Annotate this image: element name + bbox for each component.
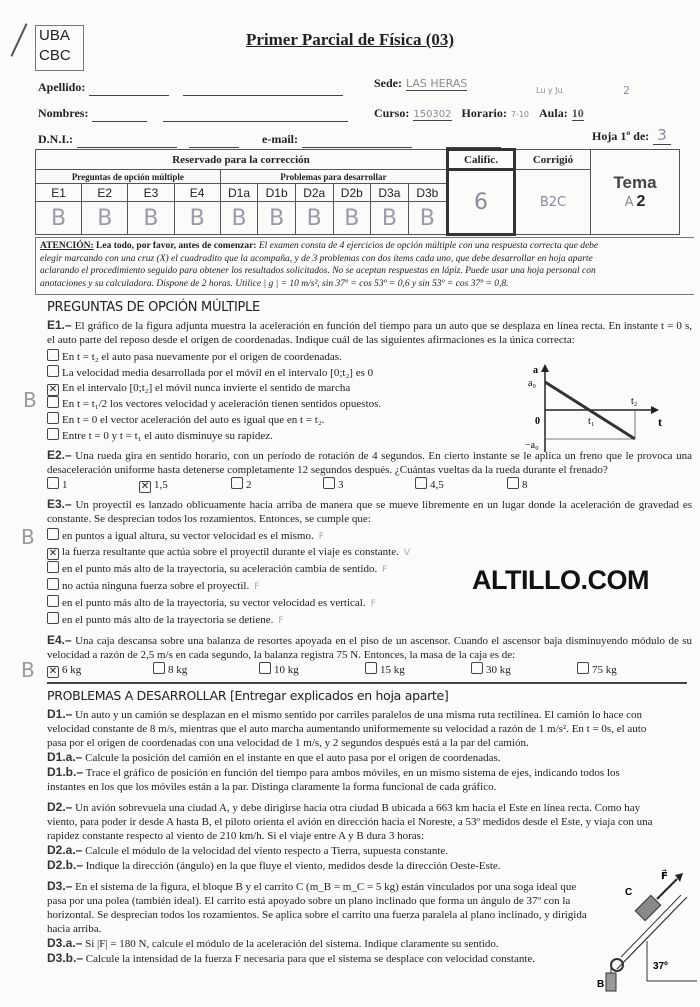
attention-lead: Lea todo, por favor, antes de comenzar: xyxy=(96,241,257,251)
column-d3b: D3b xyxy=(408,184,447,202)
sede-value: LAS HERAS xyxy=(406,77,468,90)
mark-e1: B xyxy=(36,202,82,235)
question-e3 xyxy=(21,497,693,629)
item-number: D1.b.– xyxy=(47,765,84,779)
question-number: E3.– xyxy=(47,497,72,511)
problems-label: Problemas para desarrollar xyxy=(220,170,447,184)
curso-field[interactable] xyxy=(374,104,584,122)
option[interactable] xyxy=(47,663,153,678)
acceleration-graph xyxy=(525,364,675,454)
option[interactable] xyxy=(231,477,323,493)
mark-d2a: B xyxy=(295,202,333,235)
checkbox-icon[interactable] xyxy=(47,365,59,377)
option[interactable] xyxy=(47,381,507,396)
option-label: En t = 0 el vector aceleración del auto es igual que en t = t₂. xyxy=(62,414,325,426)
item-text: Si |F| = 180 N, calcule el módulo de la aceleración del sistema. Indique claramente su sentido. xyxy=(85,938,499,950)
attention-line: elegir marcando con una cruz (X) el cuadradito que la acompaña, y de 3 problemas con dos ítems cada uno, que debe desarrollar en hoja aparte xyxy=(40,253,593,264)
checkbox-icon[interactable] xyxy=(47,349,59,361)
checkbox-icon[interactable] xyxy=(47,477,59,489)
dni-label: D.N.I.: xyxy=(38,132,73,146)
problems-section-title: PROBLEMAS A DESARROLLAR [Entregar explicados en hoja aparte] xyxy=(47,688,449,703)
option[interactable] xyxy=(259,662,365,678)
checkbox-icon[interactable] xyxy=(259,662,271,674)
label-f: F⃗ xyxy=(661,871,668,882)
curso-label: Curso: xyxy=(374,106,410,120)
item-text: Trace el gráfico de posición en función del tiempo para ambos móviles, en un mismo sistema de ejes, indicando todos los xyxy=(85,767,620,779)
column-e2: E2 xyxy=(82,184,128,202)
grade-mark: F xyxy=(318,532,324,542)
option[interactable] xyxy=(47,612,462,629)
item-number: D3.b.– xyxy=(47,951,84,965)
dni-field[interactable] xyxy=(38,130,239,148)
checkbox-icon[interactable] xyxy=(47,412,59,424)
tema-label: Tema xyxy=(613,173,657,192)
problem-text: Un auto y un camión se desplazan en el mismo sentido por carriles paralelos de una misma ruta rectilínea. El camión lo hace con xyxy=(75,709,643,721)
reserved-label: Reservado para la corrección xyxy=(36,150,448,170)
checkbox-icon[interactable] xyxy=(47,396,59,408)
column-e3: E3 xyxy=(128,184,174,202)
option-label: 1 xyxy=(62,479,68,491)
question-text: El gráfico de la figura adjunta muestra la aceleración en función del tiempo para un auto que se desplaza en línea recta. En instante t = 0 s, el auto parte del reposo desde el origen de coordenadas. Indique cuál de las siguientes afirmaciones es la única correcta: xyxy=(47,320,692,346)
corrigio-label: Corrigió xyxy=(515,150,591,170)
checkbox-icon[interactable] xyxy=(47,595,59,607)
nombres-field[interactable] xyxy=(38,104,348,122)
checked-checkbox-icon[interactable]: ✕ xyxy=(140,481,150,492)
label-t2: t₂ xyxy=(631,396,638,407)
attention-line: aclarando el procedimiento seguido para obtener los resultados solicitados. No se aceptan respuestas en lápiz. Puede usar una hoja personal con xyxy=(40,266,596,276)
block-b-shape xyxy=(606,973,616,991)
handwritten-days: Lu y Ju xyxy=(536,86,563,95)
attention-label: ATENCIÓN: xyxy=(40,241,94,251)
margin-mark: B xyxy=(21,658,35,682)
question-e4 xyxy=(21,633,693,682)
option-label: 1,5 xyxy=(154,479,168,491)
option[interactable] xyxy=(47,578,462,595)
problem-d2 xyxy=(47,800,692,873)
horario-value: 7-10 xyxy=(510,110,530,119)
option-label: 10 kg xyxy=(274,664,299,676)
tema-number: 2 xyxy=(636,193,646,210)
label-b: B xyxy=(597,979,605,990)
option-label: 75 kg xyxy=(592,664,617,676)
x-axis-arrow xyxy=(651,406,659,414)
force-arrow xyxy=(657,879,677,899)
checkbox-icon[interactable] xyxy=(507,477,519,489)
problem-number: D2.– xyxy=(47,800,73,814)
apellido-label: Apellido: xyxy=(38,80,86,94)
apellido-field[interactable] xyxy=(38,78,343,96)
checkbox-icon[interactable] xyxy=(47,561,59,573)
option[interactable] xyxy=(47,477,139,493)
page-title xyxy=(0,30,700,50)
option[interactable] xyxy=(577,662,683,678)
option-label: en el punto más alto de la trayectoria, su aceleración cambia de sentido. xyxy=(62,563,378,575)
checkbox-icon[interactable] xyxy=(415,477,427,489)
option[interactable] xyxy=(323,477,415,493)
option-label: La velocidad media desarrollada por el móvil en el intervalo [0;t₂] es 0 xyxy=(62,367,374,379)
checked-checkbox-icon[interactable]: ✕ xyxy=(48,384,58,395)
exam-body xyxy=(21,300,693,990)
checkbox-icon[interactable] xyxy=(365,662,377,674)
option[interactable] xyxy=(47,561,462,578)
grade-value: 6 xyxy=(448,170,515,235)
mark-d3a: B xyxy=(371,202,409,235)
column-e4: E4 xyxy=(174,184,220,202)
problem-text: Un avión sobrevuela una ciudad A, y debe dirigirse hacia otra ciudad B ubicada a 663 km hacia el Este en línea recta. Como hay xyxy=(75,802,641,814)
incline-figure xyxy=(597,869,697,994)
option-label: 8 xyxy=(522,479,528,491)
question-number: E1.– xyxy=(47,318,72,332)
option[interactable] xyxy=(47,365,507,381)
item-number: D3.a.– xyxy=(47,936,83,950)
nombres-label: Nombres: xyxy=(38,106,89,120)
option-label: no actúa ninguna fuerza sobre el proyectil. xyxy=(62,580,250,592)
tema-cell xyxy=(591,150,680,235)
option[interactable] xyxy=(47,428,507,444)
item-number: D2.a.– xyxy=(47,843,83,857)
mark-e2: B xyxy=(82,202,128,235)
option[interactable] xyxy=(471,662,577,678)
item-number: D2.b.– xyxy=(47,858,84,872)
option[interactable] xyxy=(47,396,507,412)
question-number: E2.– xyxy=(47,448,72,462)
logo-line-uba: UBA xyxy=(39,27,70,44)
problem-text: viento, para poder ir desde A hasta B, el piloto orienta el avión en dirección hacia el Noreste, a 53º medidos desde el Este, y viaja con una xyxy=(47,816,653,828)
option-label: la fuerza resultante que actúa sobre el proyectil durante el viaje es constante. xyxy=(62,546,399,558)
option[interactable] xyxy=(507,477,599,493)
problem-d1 xyxy=(47,707,692,794)
option-label: 6 kg xyxy=(62,664,82,676)
option[interactable] xyxy=(415,477,507,493)
y-axis-arrow xyxy=(541,364,549,372)
question-text: Un proyectil es lanzado oblicuamente hacia arriba de manera que se mueve libremente en un lugar donde la aceleración de gravedad es constante. Se desprecian todos los rozamientos. Entonces, se cumple que: xyxy=(47,499,693,525)
mark-e3: B xyxy=(128,202,174,235)
correction-table xyxy=(35,148,680,236)
item-number: D1.a.– xyxy=(47,750,83,764)
mc-label: Preguntas de opción múltiple xyxy=(36,170,221,184)
logo-line-cbc: CBC xyxy=(39,47,71,64)
option[interactable] xyxy=(47,412,507,428)
problem-text: la horizontal. Se desprecian todos los rozamientos. Se aplica sobre el carrito una fuerza paralela al plano inclinado, y xyxy=(47,895,571,921)
option[interactable] xyxy=(47,545,462,561)
aula-label: Aula: xyxy=(539,106,568,120)
option[interactable] xyxy=(47,528,462,545)
grade-mark: V xyxy=(403,548,411,558)
label-angle: 37º xyxy=(653,961,668,972)
option-label: 8 kg xyxy=(168,664,188,676)
grade-mark: F xyxy=(370,599,376,609)
label-a-axis: a xyxy=(533,365,538,376)
option[interactable] xyxy=(47,349,507,365)
problem-text: rapidez constante respecto al viento de 210 km/h. Si el viaje entre A y B dura 3 horas: xyxy=(47,830,424,842)
question-number: E4.– xyxy=(47,633,72,647)
handwritten-note: 2 xyxy=(623,84,630,97)
margin-mark: B xyxy=(23,388,37,412)
problem-d3 xyxy=(47,871,692,990)
option[interactable] xyxy=(365,662,471,678)
item-text: Calcule el módulo de la velocidad del viento respecto a Tierra, supuesta constante. xyxy=(85,845,449,857)
option[interactable] xyxy=(153,662,259,678)
option-label: En el intervalo [0;t₂] el móvil nunca invierte el sentido de marcha xyxy=(62,382,351,394)
hoja-value: 3 xyxy=(653,126,671,145)
column-d1b: D1b xyxy=(258,184,296,202)
option-label: En t = t₂ el auto pasa nuevamente por el origen de coordenadas. xyxy=(62,351,342,363)
column-e1: E1 xyxy=(36,184,82,202)
sede-field[interactable] xyxy=(374,74,467,92)
email-field[interactable] xyxy=(262,130,501,148)
label-neg-a0: −a₀ xyxy=(525,440,539,451)
column-d3a: D3a xyxy=(371,184,409,202)
mark-d2b: B xyxy=(333,202,371,235)
grade-mark: F xyxy=(278,616,284,626)
option[interactable] xyxy=(139,478,231,493)
hoja-label: Hoja 1º de: xyxy=(592,129,650,143)
problem-text: velocidad constante de 8 m/s, mientras que el auto marcha aumentando uniformemente su velocidad a razón de 1 m/s². En t = 0s, el auto xyxy=(47,723,647,735)
option-label: en el punto más alto de la trayectoria se detiene. xyxy=(62,614,274,626)
mark-d3b: B xyxy=(408,202,447,235)
item-text: instantes en los que los móviles están a la par. Distinga claramente la forma funcional de cada gráfico. xyxy=(47,781,497,793)
checkbox-icon[interactable] xyxy=(231,477,243,489)
option-label: 3 xyxy=(338,479,344,491)
label-t-axis: t xyxy=(658,415,662,429)
checkbox-icon[interactable] xyxy=(471,662,483,674)
option[interactable] xyxy=(47,595,462,612)
option-label: 15 kg xyxy=(380,664,405,676)
label-t1: t₁ xyxy=(588,416,595,427)
question-e2 xyxy=(47,448,692,493)
attention-box xyxy=(35,237,694,295)
question-e1 xyxy=(23,318,692,451)
sede-label: Sede: xyxy=(374,76,402,90)
tema-letter: A xyxy=(624,195,634,210)
attention-line: anotaciones y su calculadora. Dispone de 2 horas. Utilice | g | = 10 m/s², sin 37º = cos 53º = 0,6 y sin 53º = cos 37º = 0,8. xyxy=(40,278,509,289)
option-label: En t = t₁/2 los vectores velocidad y aceleración tienen sentidos opuestos. xyxy=(62,398,382,410)
option-label: en el punto más alto de la trayectoria, su vector velocidad es vertical. xyxy=(62,597,366,609)
label-c: C xyxy=(625,887,633,898)
problem-text: En el sistema de la figura, el bloque B y el carrito C (m_B = m_C = 5 kg) están vinculados por una soga ideal que xyxy=(75,881,577,893)
checkbox-icon[interactable] xyxy=(577,662,589,674)
aula-value: 10 xyxy=(571,106,584,120)
item-text: Calcule la posición del camión en el instante en que el auto pasa por el origen de coordenadas. xyxy=(85,752,501,764)
checkbox-icon[interactable] xyxy=(47,612,59,624)
option-label: en puntos a igual altura, su vector velocidad es el mismo. xyxy=(62,530,314,542)
grade-mark: F xyxy=(254,582,260,592)
email-label: e-mail: xyxy=(262,132,298,146)
attention-line: El examen consta de 4 ejercicios de opción múltiple con una respuesta correcta que debe xyxy=(258,241,599,251)
column-d1a: D1a xyxy=(220,184,258,202)
option-label: 4,5 xyxy=(430,479,444,491)
option-label: Entre t = 0 y t = t₁ el auto disminuye su rapidez. xyxy=(62,430,273,442)
corrector-value: B2C xyxy=(515,170,591,235)
curso-value: 150302 xyxy=(413,109,452,120)
cart-c xyxy=(635,895,660,920)
mark-d1a: B xyxy=(220,202,258,235)
grade-mark: F xyxy=(382,565,388,575)
mc-section-title: PREGUNTAS DE OPCIÓN MÚLTIPLE xyxy=(47,300,260,315)
option-label: 2 xyxy=(246,479,252,491)
question-text: Una rueda gira en sentido horario, con un período de rotación de 4 segundos. En cierto instante se le aplica un freno que le provoca una desaceleración uniforme hasta detenerse completamente 12 segundos después. ¿Cuántas vueltas da la rueda durante el frenado? xyxy=(47,450,693,476)
problem-text: pasa por el origen de coordenadas con una velocidad de 1 m/s, y 2 segundos después está a la par del camión. xyxy=(47,737,529,749)
mark-d1b: B xyxy=(258,202,296,235)
checkbox-icon[interactable] xyxy=(323,477,335,489)
problem-text: dirigida hacia arriba. xyxy=(47,909,587,935)
checkbox-icon[interactable] xyxy=(47,528,59,540)
title-text: Primer Parcial de Física (03) xyxy=(245,30,455,49)
hoja-field[interactable] xyxy=(592,126,671,145)
calific-label: Calific. xyxy=(448,150,515,170)
margin-mark: B xyxy=(21,525,35,549)
item-text: Indique la dirección (ángulo) en la que fluye el viento, medidos desde la dirección Oeste-Este. xyxy=(85,860,501,872)
horario-label: Horario: xyxy=(461,106,507,120)
checkbox-icon[interactable] xyxy=(47,578,59,590)
label-a0: a₀ xyxy=(528,378,536,389)
mark-e4: B xyxy=(174,202,220,235)
column-d2a: D2a xyxy=(295,184,333,202)
problem-number: D3.– xyxy=(47,879,73,893)
checked-checkbox-icon[interactable]: ✕ xyxy=(48,548,58,559)
checked-checkbox-icon[interactable]: ✕ xyxy=(48,666,58,677)
problem-number: D1.– xyxy=(47,707,73,721)
checkbox-icon[interactable] xyxy=(153,662,165,674)
checkbox-icon[interactable] xyxy=(47,428,59,440)
item-text: Calcule la intensidad de la fuerza F necesaria para que el sistema se desplace con velocidad constante. xyxy=(85,953,536,965)
label-origin: 0 xyxy=(535,416,540,427)
watermark: ALTILLO.COM xyxy=(472,565,649,595)
option-label: 30 kg xyxy=(486,664,511,676)
divider xyxy=(47,682,687,684)
problem-text: pasa por una polea (también ideal). El carrito está apoyado sobre un plano inclinado que forma un ángulo de 37º con xyxy=(47,895,560,907)
question-text: Una caja descansa sobre una balanza de resortes apoyada en el piso de un ascensor. Cuando el ascensor baja disminuyendo módulo de su velocidad a razón de 2,5 m/s en cada segundo, la balanza registra 75 N. Entonces, la masa de la caja es de: xyxy=(47,635,693,661)
column-d2b: D2b xyxy=(333,184,371,202)
